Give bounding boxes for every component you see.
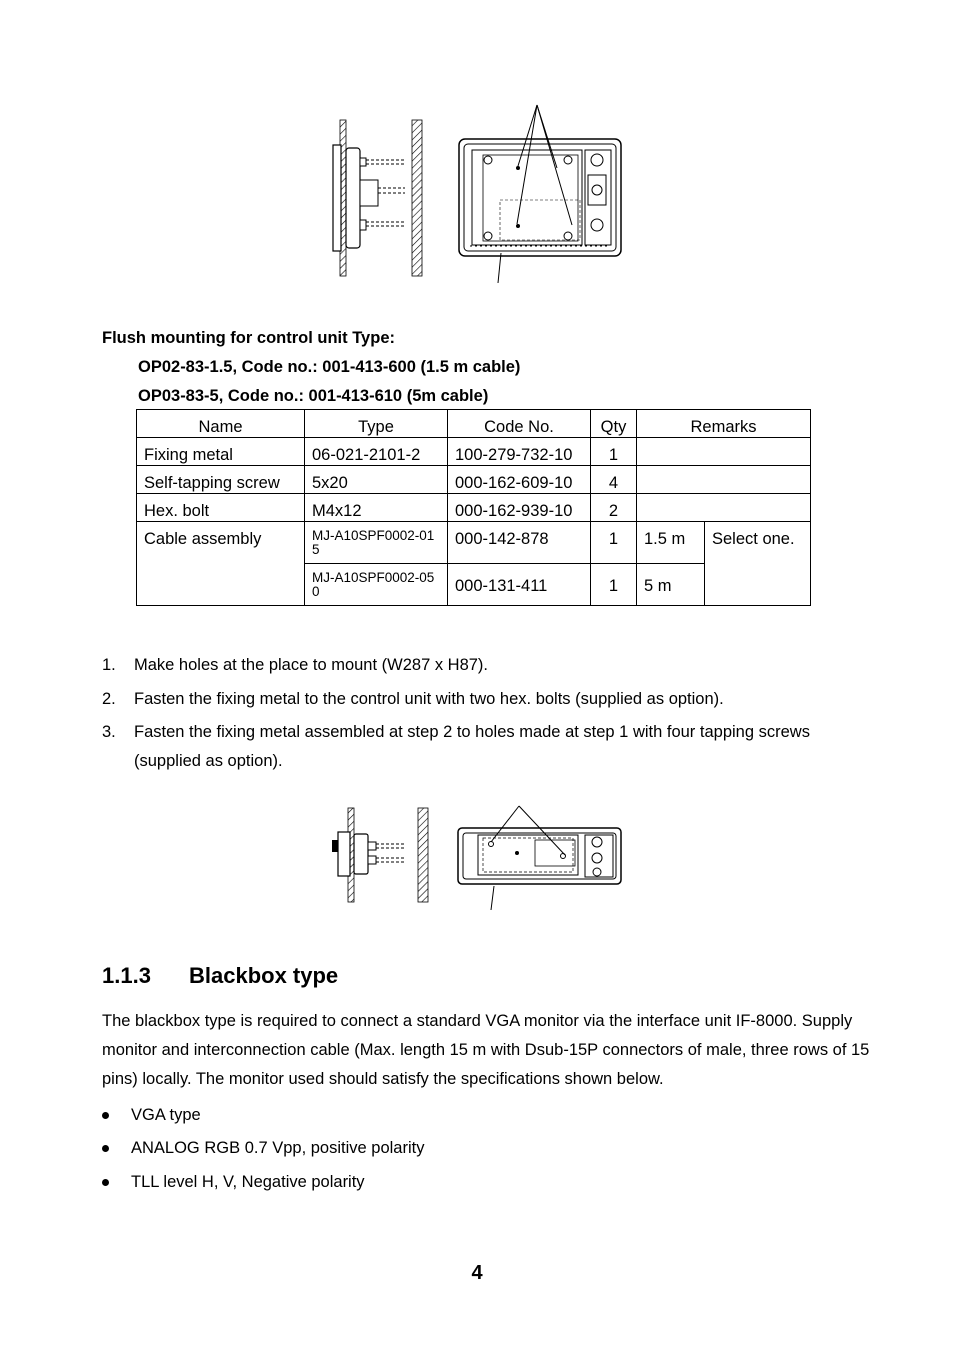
header-name: Name [137, 410, 305, 438]
cell-code: 000-162-609-10 [448, 466, 591, 494]
table-row [137, 466, 811, 494]
cell-name: Cable assembly [137, 522, 305, 606]
kit-type-2: OP03-83-5, Code no.: 001-413-610 (5m cable) [138, 387, 489, 405]
cell-qty: 1 [591, 564, 637, 606]
step-number: 2. [102, 690, 116, 708]
cell-length: 1.5 m [637, 522, 705, 564]
bullet-text: TLL level H, V, Negative polarity [131, 1173, 365, 1191]
flush-mount-figure-bottom [0, 800, 954, 920]
section-paragraph: The blackbox type is required to connect a standard VGA monitor via the interface unit IF-8000. Supply monitor and interconnection cable (Max. length 15 m with Dsub-15P connectors of male, three rows of 15 pins) locally. The monitor used should satisfy the specifications shown below. [102, 1012, 870, 1088]
step-text: Fasten the fixing metal assembled at step 2 to holes made at step 1 with four tapping screws (supplied as option). [134, 723, 810, 770]
cell-select-note: Select one. [705, 522, 811, 606]
cell-qty: 1 [591, 438, 637, 466]
step-text: Make holes at the place to mount (W287 x H87). [134, 656, 489, 674]
header-code: Code No. [448, 410, 591, 438]
header-type: Type [305, 410, 448, 438]
header-remarks: Remarks [637, 410, 811, 438]
page-number: 4 [471, 1262, 483, 1284]
cell-qty: 2 [591, 494, 637, 522]
table-row [137, 438, 811, 466]
header-qty: Qty [591, 410, 637, 438]
bullet-icon [102, 1179, 109, 1186]
section-title: Blackbox type [189, 963, 339, 988]
cell-type: MJ-A10SPF0002-015 [305, 522, 448, 564]
cell-code: 000-142-878 [448, 522, 591, 564]
step-text: Fasten the fixing metal to the control unit with two hex. bolts (supplied as option). [134, 690, 724, 708]
cell-name: Fixing metal [137, 438, 305, 466]
cell-remarks [637, 466, 811, 494]
cell-code: 100-279-732-10 [448, 438, 591, 466]
bullet-icon [102, 1145, 109, 1152]
table-row [137, 494, 811, 522]
parts-table [136, 409, 811, 606]
table-header-row [137, 410, 811, 438]
bullet-text: VGA type [131, 1106, 201, 1124]
cell-remarks [637, 438, 811, 466]
section-number: 1.1.3 [102, 963, 151, 988]
cell-length: 5 m [637, 564, 705, 606]
table-row [137, 522, 811, 564]
cell-type: MJ-A10SPF0002-050 [305, 564, 448, 606]
cell-remarks [637, 494, 811, 522]
cell-code: 000-131-411 [448, 564, 591, 606]
flush-mount-figure-top [0, 0, 954, 300]
cell-type: 06-021-2101-2 [305, 438, 448, 466]
cell-type: M4x12 [305, 494, 448, 522]
cell-name: Hex. bolt [137, 494, 305, 522]
cell-name: Self-tapping screw [137, 466, 305, 494]
kit-heading: Flush mounting for control unit Type: [102, 329, 395, 347]
cell-qty: 1 [591, 522, 637, 564]
step-number: 1. [102, 656, 116, 674]
cell-type: 5x20 [305, 466, 448, 494]
bullet-icon [102, 1112, 109, 1119]
kit-type-1: OP02-83-1.5, Code no.: 001-413-600 (1.5 m cable) [138, 358, 521, 376]
step-number: 3. [102, 723, 116, 741]
cell-code: 000-162-939-10 [448, 494, 591, 522]
bullet-text: ANALOG RGB 0.7 Vpp, positive polarity [131, 1139, 425, 1157]
cell-qty: 4 [591, 466, 637, 494]
